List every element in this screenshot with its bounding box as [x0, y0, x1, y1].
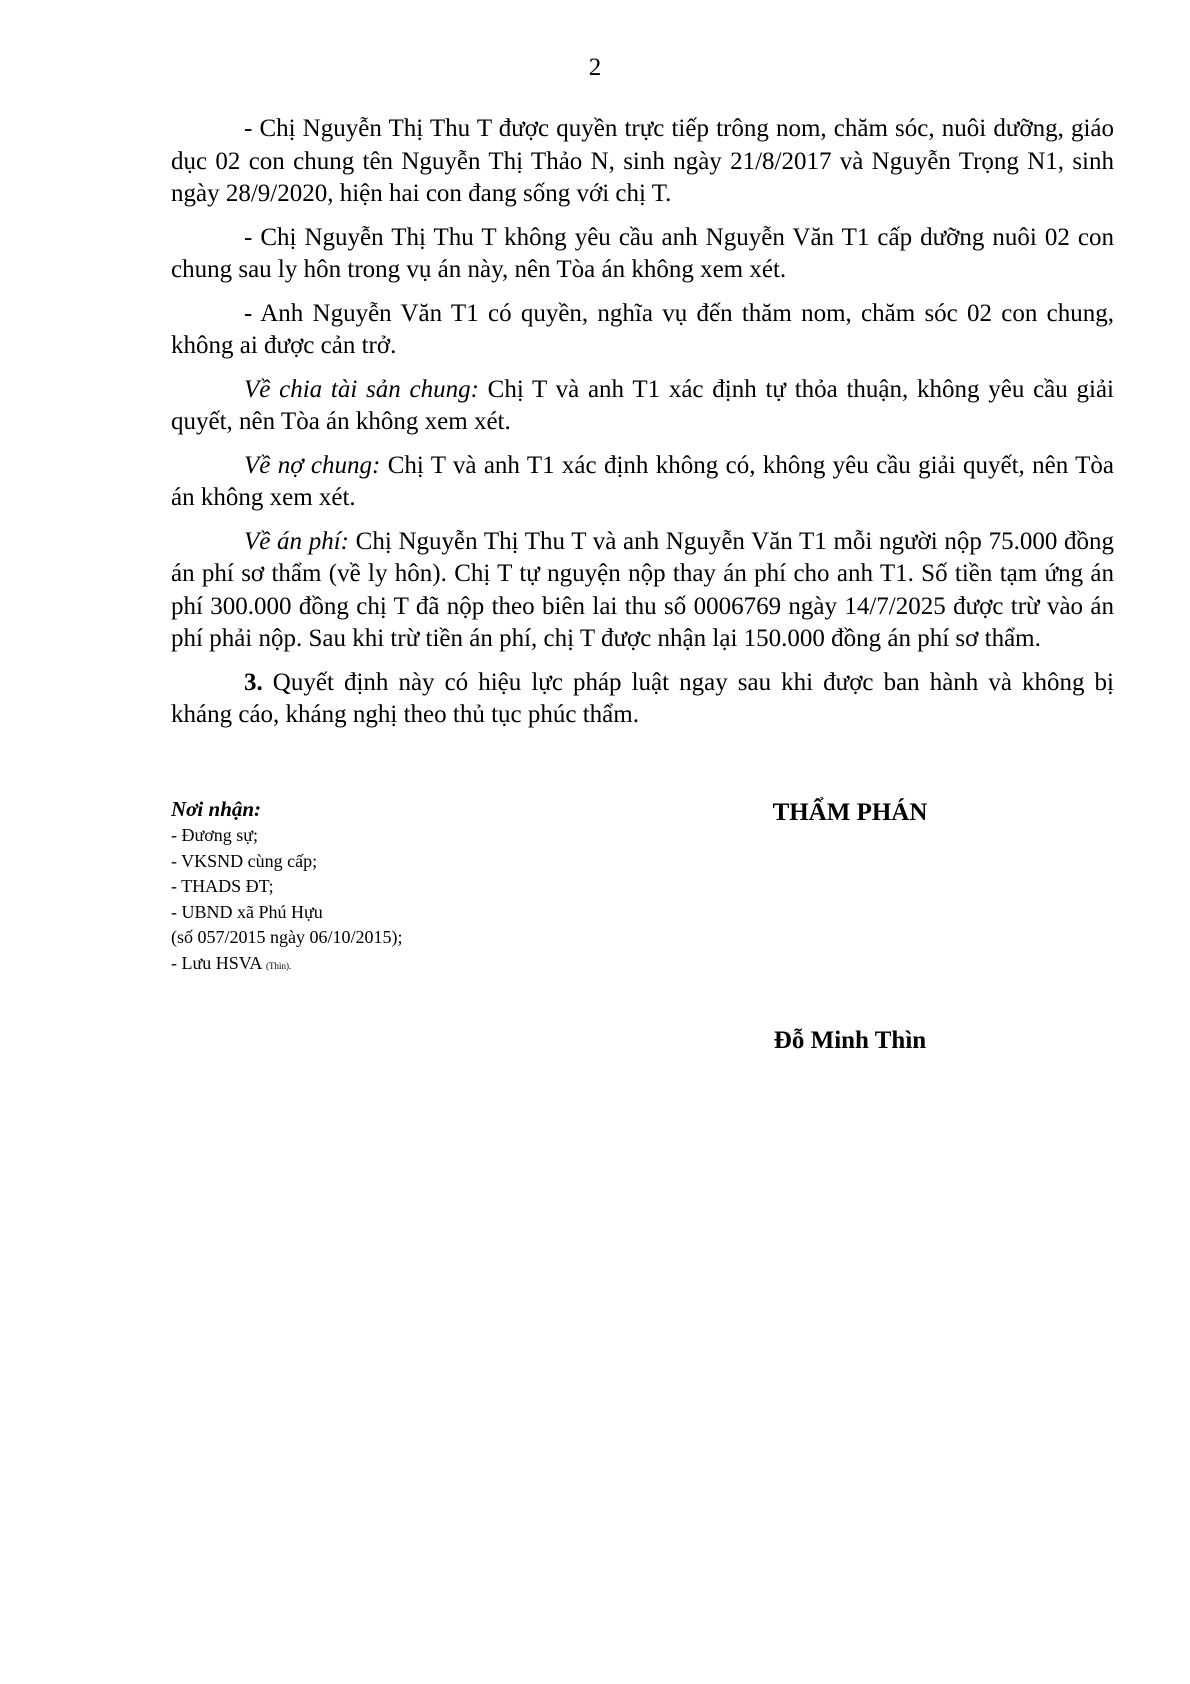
paragraph-child-support — [171, 222, 1114, 287]
recipient-item: - Đương sự; — [171, 825, 259, 845]
judge-title: THẨM PHÁN — [772, 799, 928, 826]
recipient-archive-label: - Lưu HSVA — [171, 952, 262, 973]
recipient-archive-note: (Thìn). — [265, 960, 292, 971]
paragraph-text: Chị T và anh T1 xác định tự thỏa thuận, không yêu cầu giải quyết, nên Tòa án không xem xét. — [171, 375, 1114, 435]
judge-name: Đỗ Minh Thìn — [773, 1027, 927, 1054]
section-number: 3. — [244, 668, 263, 696]
recipients-block — [171, 796, 591, 979]
page-number: 2 — [588, 54, 602, 81]
paragraph-lead: Về nợ chung: — [244, 451, 381, 479]
recipient-item: - THADS ĐT; — [171, 876, 274, 896]
paragraph-common-property — [171, 374, 1114, 439]
recipient-item: - UBND xã Phú Hựu — [171, 901, 323, 922]
paragraph-lead: Về chia tài sản chung: — [244, 375, 479, 403]
paragraph-text: - Chị Nguyễn Thị Thu T không yêu cầu anh Nguyễn Văn T1 cấp dưỡng nuôi 02 con chung sau ly hôn trong vụ án này, nên Tòa án không xem xét. — [171, 223, 1114, 283]
recipient-item-archive — [171, 951, 591, 980]
paragraph-section-3 — [171, 667, 1114, 732]
paragraph-text: - Chị Nguyễn Thị Thu T được quyền trực tiếp trông nom, chăm sóc, nuôi dưỡng, giáo dục 02 con chung tên Nguyễn Thị Thảo N, sinh ngày 21/8/2017 và Nguyễn Trọng N1, sinh ngày 28/9/2020, hiện hai con đang sống với chị T. — [171, 115, 1114, 207]
recipients-heading: Nơi nhận: — [171, 797, 262, 821]
section-text: Quyết định này có hiệu lực pháp luật ngay sau khi được ban hành và không bị kháng cáo, kháng nghị theo thủ tục phúc thẩm. — [171, 668, 1114, 728]
recipient-item: (số 057/2015 ngày 06/10/2015); — [171, 927, 403, 947]
recipient-item: - VKSND cùng cấp; — [171, 850, 318, 871]
paragraph-custody — [171, 113, 1114, 211]
paragraph-court-fee — [171, 526, 1114, 656]
paragraph-common-debt — [171, 450, 1114, 515]
paragraph-visitation — [171, 298, 1114, 363]
decision-body — [171, 113, 1114, 743]
paragraph-text: Chị T và anh T1 xác định không có, không yêu cầu giải quyết, nên Tòa án không xem xét. — [171, 451, 1114, 511]
paragraph-text: - Anh Nguyễn Văn T1 có quyền, nghĩa vụ đến thăm nom, chăm sóc 02 con chung, không ai được cản trở. — [171, 299, 1114, 359]
paragraph-text: Chị Nguyễn Thị Thu T và anh Nguyễn Văn T1 mỗi người nộp 75.000 đồng án phí sơ thẩm (về ly hôn). Chị T tự nguyện nộp thay án phí cho anh T1. Số tiền tạm ứng án phí 300.000 đồng chị T đã nộp theo biên lai thu số 0006769 ngày 14/7/2025 được trừ vào án phí phải nộp. Sau khi trừ tiền án phí, chị T được nhận lại 150.000 đồng án phí sơ thẩm. — [171, 527, 1114, 652]
paragraph-lead: Về án phí: — [244, 527, 349, 555]
